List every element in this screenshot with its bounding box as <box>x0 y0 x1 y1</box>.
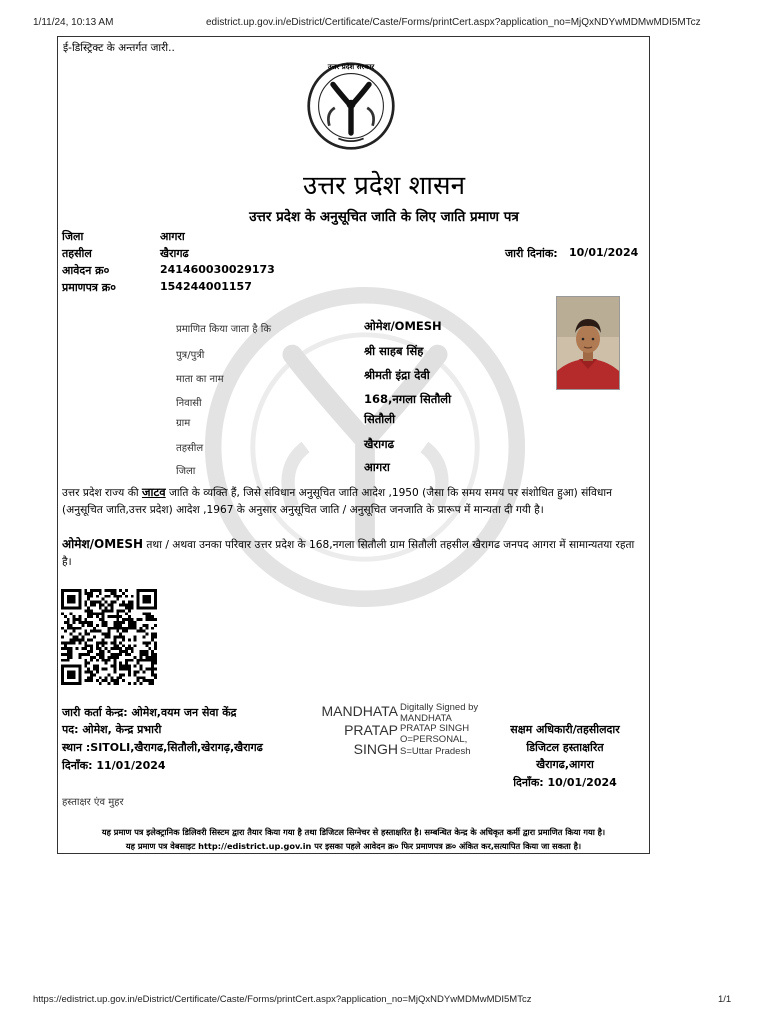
mother-label: माता का नाम <box>176 374 224 385</box>
caste-paragraph <box>62 484 644 518</box>
issuer-post: पद: ओमेश, केन्द्र प्रभारी <box>62 723 162 736</box>
son-of-label: पुत्र/पुत्री <box>176 350 205 361</box>
certificate-no-label: प्रमाणपत्र क्र० <box>62 281 116 294</box>
emblem-text: उत्तर प्रदेश सरकार <box>327 63 375 71</box>
application-no-label: आवेदन क्र० <box>62 264 110 277</box>
village-label: ग्राम <box>176 418 191 429</box>
issuer-place: स्थान :SITOLI,खैरागढ,सितौली,खेरागढ़,खैरागढ <box>62 741 263 754</box>
print-datetime: 1/11/24, 10:13 AM <box>33 17 114 28</box>
issue-date-label: जारी दिनांक: <box>505 247 558 260</box>
signature-line-1: Digitally Signed by <box>400 702 479 713</box>
applicant-name: ओमेश/OMESH <box>364 319 442 333</box>
digital-signature-name <box>300 702 398 759</box>
certificate-subtitle: उत्तर प्रदेश के अनुसूचित जाति के लिए जाति प्रमाण पत्र <box>249 209 519 225</box>
signature-line-5: S=Uttar Pradesh <box>400 746 471 757</box>
issuing-centre: जारी कर्ता केन्द्र: ओमेश,वयम जन सेवा केंद्र <box>62 706 237 719</box>
print-url: edistrict.up.gov.in/eDistrict/Certificate/Caste/Forms/printCert.aspx?application_no=MjQxNDYwMDMwMDI5MTcz <box>206 17 701 28</box>
village-value: सितौली <box>364 412 396 426</box>
residence-paragraph <box>62 536 644 570</box>
qr-code <box>61 589 157 685</box>
digital-signature-details <box>400 703 478 758</box>
tehsil-label: तहसील <box>62 247 92 260</box>
certificate-no-value: 154244001157 <box>160 280 252 293</box>
signer-name-line-2: PRATAP <box>344 722 398 738</box>
certified-label: प्रमाणित किया जाता है कि <box>176 324 272 335</box>
footer-note-1: यह प्रमाण पत्र इलेक्ट्रानिक डिलिवरी सिस्टम द्वारा तैयार किया गया है तथा डिजिटल सिग्नेचर से हस्ताक्षरित है। सम्बन्धित केन्द्र के अधिकृत कर्मी द्वारा प्रमाणित किया गया है। <box>101 827 606 837</box>
sign-and-seal-label: हस्ताक्षर एंव मुहर <box>62 797 124 808</box>
issuer-date: दिनाँक: 11/01/2024 <box>62 759 166 772</box>
person-district-label: जिला <box>176 466 196 477</box>
authority-designation: सक्षम अधिकारी/तहसीलदार <box>510 723 620 736</box>
person-district-value: आगरा <box>364 460 390 474</box>
authority-location: खैरागढ,आगरा <box>536 758 594 771</box>
issue-date-value: 10/01/2024 <box>569 246 639 259</box>
mother-name: श्रीमती इंद्रा देवी <box>364 368 430 382</box>
print-footer-url: https://edistrict.up.gov.in/eDistrict/Certificate/Caste/Forms/printCert.aspx?application_no=MjQxNDYwMDMwMDI5MTcz <box>33 994 532 1005</box>
issued-under-text: ई-डिस्ट्रिक्ट के अन्तर्गत जारी.. <box>63 42 175 54</box>
signature-line-2: MANDHATA <box>400 712 452 724</box>
applicant-photo <box>556 296 620 390</box>
residence-text: तथा / अथवा उनका परिवार उत्तर प्रदेश के 168,नगला सितौली ग्राम सितौली तहसील खैरागढ जनपद आगरा में सामान्यतया रहता है। <box>62 539 635 568</box>
caste-name: जाटव <box>141 485 166 499</box>
application-no-value: 241460030029173 <box>160 263 275 276</box>
person-tehsil-value: खैरागढ <box>364 437 395 451</box>
resident-label: निवासी <box>176 398 202 409</box>
caste-paragraph-pre: उत्तर प्रदेश राज्य की <box>62 487 142 499</box>
authority-date: दिनाँक: 10/01/2024 <box>513 776 617 789</box>
resident-value: 168,नगला सितौली <box>364 392 452 406</box>
district-label: जिला <box>62 230 84 243</box>
signature-line-4: O=PERSONAL, <box>400 733 468 745</box>
residence-applicant-name: ओमेश/OMESH <box>62 537 144 551</box>
print-page-count: 1/1 <box>718 994 732 1005</box>
person-tehsil-label: तहसील <box>176 443 204 454</box>
signer-name-line-3: SINGH <box>353 741 398 757</box>
certificate-title: उत्तर प्रदेश शासन <box>302 171 466 201</box>
district-value: आगरा <box>160 230 185 243</box>
up-government-emblem <box>306 61 396 151</box>
authority-digital-signed: डिजिटल हस्ताक्षरित <box>526 741 604 754</box>
tehsil-value: खैरागढ <box>160 247 189 260</box>
signer-name-line-1: MANDHATA <box>321 703 398 719</box>
father-name: श्री साहब सिंह <box>364 344 424 358</box>
caste-paragraph-post: जाति के व्यक्ति हैं, जिसे संविधान अनुसूचित जाति आदेश ,1950 (जैसा कि समय समय पर संशोधित हुआ) संविधान (अनुसूचित जाति,उत्तर प्रदेश) आदेश ,1967 के अनुसार अनुसूचित जाति / अनुसूचित जनजाति के प्रारूप में मान्यता दी गयी है। <box>62 487 613 516</box>
signature-line-3: PRATAP SINGH <box>400 723 470 734</box>
footer-note-2: यह प्रमाण पत्र वेबसाइट http://edistrict.up.gov.in पर इसका पहले आवेदन क्र० फिर प्रमाणपत्र क्र० अंकित कर,सत्यापित किया जा सकता है। <box>125 841 582 851</box>
